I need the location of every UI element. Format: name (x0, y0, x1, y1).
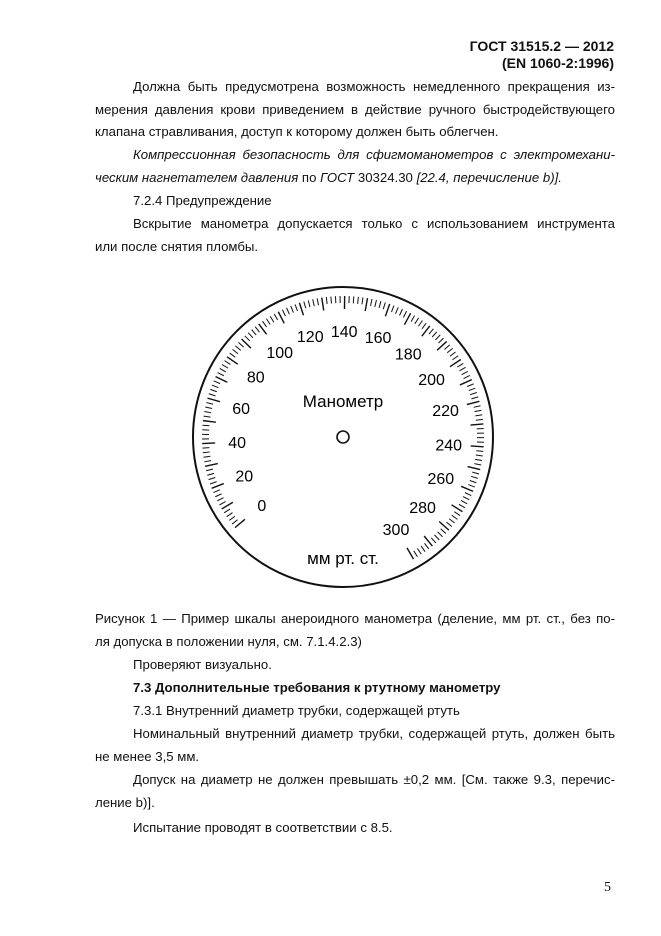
minor-tick (210, 482, 217, 484)
paragraph-line: или после снятия пломбы. (95, 239, 259, 254)
minor-tick (462, 371, 468, 374)
minor-tick (263, 321, 267, 327)
minor-tick (403, 311, 406, 317)
minor-tick (475, 459, 482, 460)
minor-tick (218, 373, 224, 376)
minor-tick (371, 299, 372, 306)
minor-tick (206, 469, 213, 471)
paragraph-line: ческим нагнетателем давления по ГОСТ 30324.30 [22.4, перечисление b)]. (95, 170, 562, 185)
minor-tick (282, 310, 285, 316)
minor-tick (235, 346, 240, 351)
section-heading-7-2-4: 7.2.4 Предупреждение (133, 193, 272, 208)
scale-label-60: 60 (232, 400, 251, 418)
minor-tick (295, 304, 297, 311)
minor-tick (204, 412, 211, 413)
minor-tick (439, 338, 444, 343)
minor-tick (444, 345, 449, 350)
minor-tick (474, 406, 481, 408)
figure-caption-line: Рисунок 1 — Пример шкалы анероидного манометра (деление, мм рт. ст., без по- (95, 611, 615, 626)
minor-tick (429, 329, 433, 334)
paragraph-line: Проверяют визуально. (133, 657, 272, 672)
standard-number: ГОСТ 31515.2 — 2012 (469, 38, 614, 54)
minor-tick (206, 403, 213, 405)
minor-tick (469, 388, 476, 390)
paragraph-line: клапана стравливания, доступ к которому должен быть облегчен. (95, 124, 499, 139)
scale-label-240: 240 (435, 437, 463, 455)
minor-tick (222, 365, 228, 369)
major-tick (205, 464, 218, 467)
minor-tick (203, 456, 210, 457)
minor-tick (317, 298, 318, 305)
scale-label-20: 20 (235, 468, 254, 486)
minor-tick (471, 476, 478, 478)
minor-tick (476, 455, 483, 456)
dial-unit: мм рт. ст. (307, 549, 379, 568)
minor-tick (432, 332, 437, 337)
minor-tick (452, 515, 458, 519)
minor-tick (475, 415, 482, 416)
paragraph-line: Номинальный внутренний диаметр трубки, содержащей ртуть, должен быть (133, 726, 615, 741)
scale-label-160: 160 (364, 329, 392, 347)
minor-tick (452, 356, 458, 360)
minor-tick (213, 490, 219, 493)
minor-tick (435, 335, 440, 340)
manometer-dial (180, 277, 500, 597)
minor-tick (232, 349, 237, 353)
minor-tick (417, 548, 421, 554)
minor-tick (411, 316, 415, 322)
minor-tick (391, 306, 394, 313)
minor-tick (476, 419, 483, 420)
minor-tick (210, 389, 217, 391)
major-tick (278, 312, 284, 324)
section-heading-7-3-1: 7.3.1 Внутренний диаметр трубки, содержащей ртуть (133, 703, 460, 718)
minor-tick (203, 452, 210, 453)
minor-tick (204, 461, 211, 462)
minor-tick (212, 385, 219, 388)
minor-tick (266, 319, 270, 325)
paragraph-line: ление b)]. (95, 795, 155, 810)
minor-tick (454, 512, 460, 516)
minor-tick (468, 485, 475, 487)
scale-label-100: 100 (266, 344, 294, 362)
minor-tick (471, 397, 478, 399)
paragraph-line: Должна быть предусмотрена возможность немедленного прекращения из- (133, 79, 615, 94)
major-tick (461, 486, 473, 491)
minor-tick (474, 464, 481, 465)
minor-tick (449, 519, 455, 523)
minor-tick (224, 509, 230, 513)
scale-label-140: 140 (330, 324, 358, 342)
major-tick (212, 484, 224, 489)
scale-label-280: 280 (409, 500, 436, 518)
needle-pivot (337, 431, 349, 443)
minor-tick (207, 473, 214, 475)
scale-label-220: 220 (432, 403, 459, 421)
minor-tick (326, 297, 327, 304)
minor-tick (205, 407, 212, 408)
minor-tick (459, 504, 465, 508)
minor-tick (379, 301, 381, 308)
minor-tick (220, 368, 226, 371)
scale-label-200: 200 (418, 371, 445, 389)
minor-tick (353, 296, 354, 303)
minor-tick (421, 546, 425, 552)
minor-tick (215, 494, 221, 497)
major-tick (202, 443, 215, 444)
minor-tick (422, 323, 426, 329)
minor-tick (375, 300, 377, 307)
minor-tick (358, 297, 359, 304)
minor-tick (331, 297, 332, 304)
minor-tick (425, 543, 429, 549)
minor-tick (475, 410, 482, 411)
minor-tick (464, 375, 470, 378)
minor-tick (463, 497, 469, 500)
paragraph-line: Испытание проводят в соответствии с 8.5. (133, 820, 393, 835)
major-tick (460, 380, 472, 385)
en-reference: (EN 1060-2:1996) (501, 55, 614, 71)
scale-label-300: 300 (382, 521, 410, 539)
minor-tick (229, 516, 235, 520)
minor-tick (418, 320, 422, 326)
major-tick (385, 304, 389, 316)
paragraph-line: Компрессионная безопасность для сфигмоманометров с электромехани- (133, 147, 615, 162)
minor-tick (219, 502, 225, 505)
minor-tick (457, 363, 463, 367)
minor-tick (414, 551, 418, 557)
minor-tick (291, 306, 294, 313)
minor-tick (304, 302, 306, 309)
minor-tick (224, 361, 230, 365)
minor-tick (435, 535, 440, 540)
minor-tick (362, 297, 363, 304)
minor-tick (383, 303, 385, 310)
major-tick (407, 548, 414, 559)
major-tick (468, 467, 481, 470)
scale-label-0: 0 (257, 498, 267, 516)
scale-label-40: 40 (228, 434, 247, 452)
scale-label-120: 120 (296, 329, 324, 347)
minor-tick (446, 522, 451, 526)
minor-tick (270, 316, 274, 322)
paragraph-line: Допуск на диаметр не должен превышать ±0,2 мм. [См. также 9.3, перечис- (133, 772, 615, 787)
major-tick (467, 401, 480, 404)
minor-tick (252, 330, 257, 335)
figure-caption-line: ля допуска в положении нуля, см. 7.1.4.2.3) (95, 634, 362, 649)
minor-tick (274, 314, 277, 320)
minor-tick (476, 451, 483, 452)
paragraph-line: не менее 3,5 мм. (95, 749, 200, 764)
major-tick (299, 303, 303, 315)
minor-tick (438, 532, 443, 537)
minor-tick (415, 318, 419, 324)
major-tick (207, 398, 219, 402)
minor-tick (450, 352, 456, 356)
section-heading-7-3: 7.3 Дополнительные требования к ртутному манометру (133, 680, 501, 695)
minor-tick (230, 353, 236, 357)
minor-tick (209, 478, 216, 480)
minor-tick (441, 529, 446, 534)
minor-tick (470, 392, 477, 394)
major-tick (203, 421, 216, 423)
minor-tick (238, 342, 243, 347)
major-tick (404, 313, 410, 324)
page-number: 5 (604, 880, 611, 895)
minor-tick (447, 348, 452, 352)
major-tick (471, 446, 484, 447)
major-tick (322, 298, 324, 311)
minor-tick (232, 520, 238, 524)
minor-tick (287, 308, 290, 314)
major-tick (365, 298, 367, 311)
paragraph-line: мерения давления крови приведением в действие ручного быстродействующего (95, 102, 615, 117)
minor-tick (470, 480, 477, 482)
minor-tick (227, 513, 233, 517)
paragraph-line: Вскрытие манометра допускается только с использованием инструмента (133, 216, 615, 231)
standard-designation (470, 38, 614, 72)
minor-tick (209, 394, 216, 396)
minor-tick (308, 300, 310, 307)
minor-tick (202, 425, 209, 426)
minor-tick (202, 448, 209, 449)
major-tick (216, 377, 228, 383)
scale-label-260: 260 (427, 470, 455, 488)
minor-tick (204, 416, 211, 417)
minor-tick (399, 309, 402, 315)
scale-label-180: 180 (394, 346, 422, 364)
minor-tick (472, 472, 479, 474)
dial-title: Манометр (302, 392, 384, 411)
minor-tick (313, 299, 315, 306)
minor-tick (431, 538, 436, 543)
minor-tick (467, 384, 473, 387)
major-tick (470, 424, 483, 425)
minor-tick (461, 500, 467, 503)
minor-tick (255, 327, 259, 332)
minor-tick (245, 336, 250, 341)
scale-label-80: 80 (246, 369, 265, 387)
minor-tick (460, 367, 466, 370)
minor-tick (217, 498, 223, 501)
minor-tick (248, 333, 253, 338)
minor-tick (465, 493, 471, 496)
minor-tick (214, 381, 220, 384)
minor-tick (396, 307, 399, 313)
